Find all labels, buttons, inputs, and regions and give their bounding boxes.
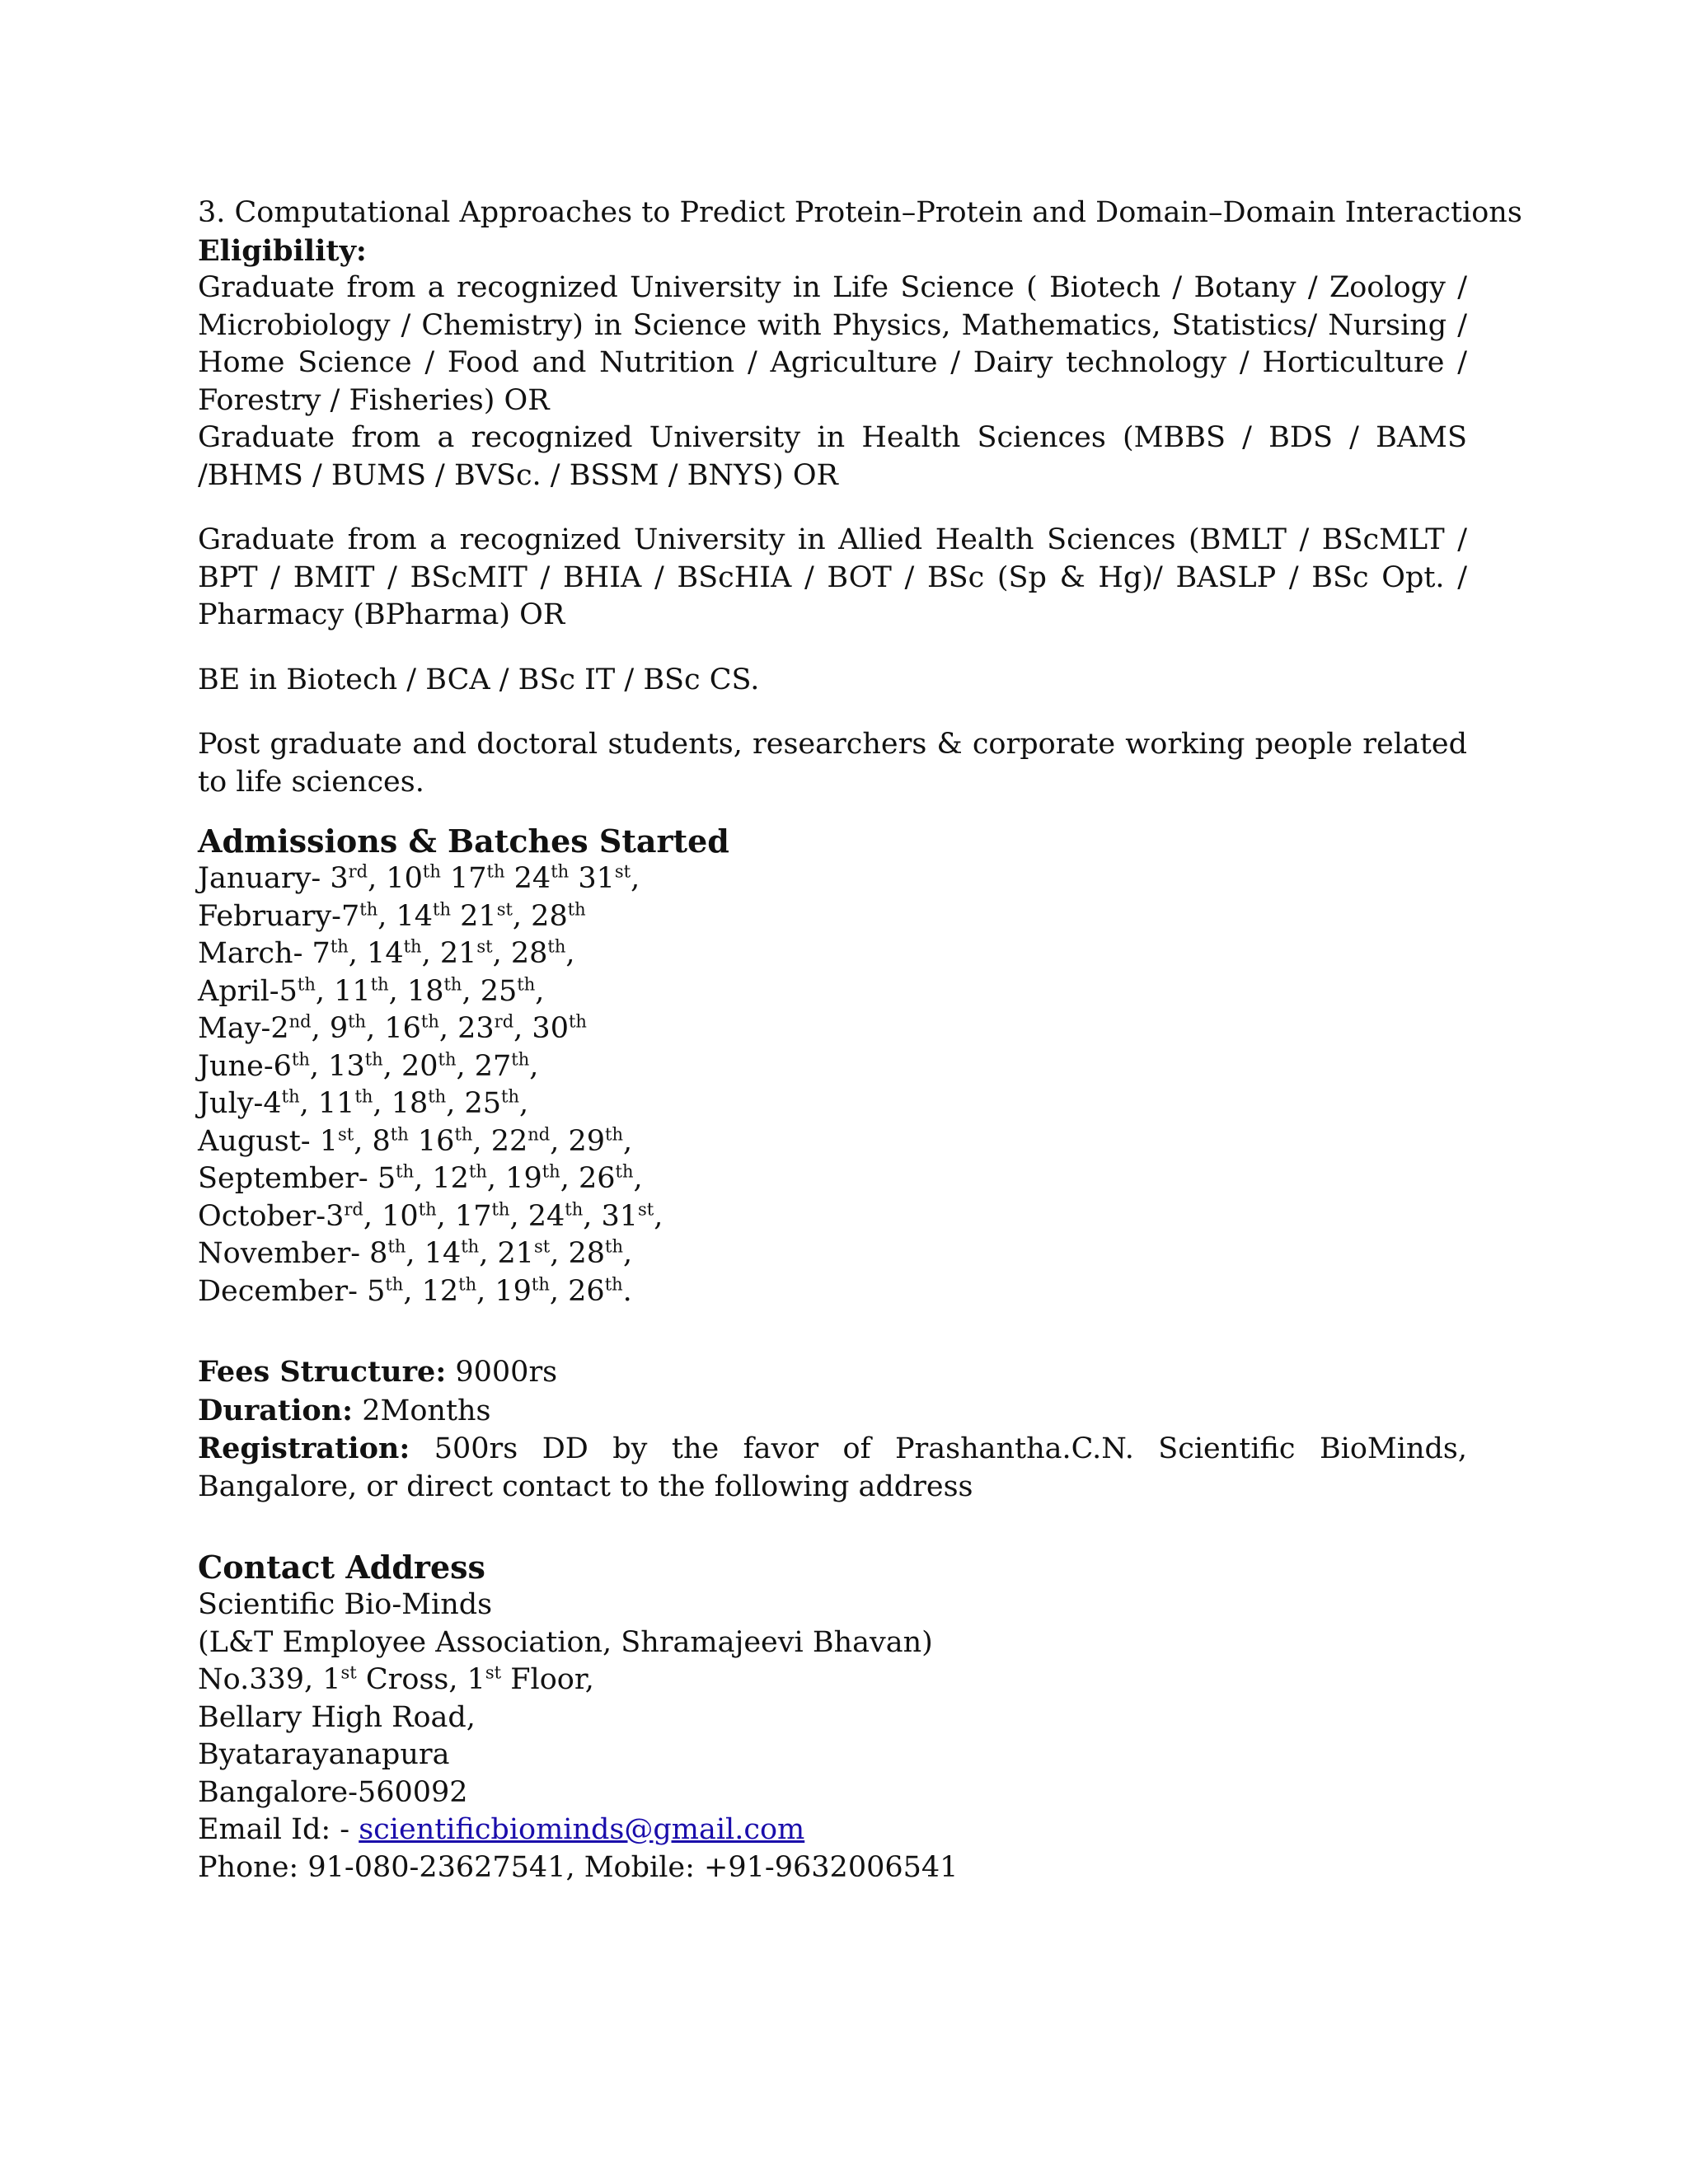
batch-dates-list	[198, 860, 1467, 1310]
date-ordinal: nd	[528, 1123, 551, 1144]
batch-month-row	[198, 973, 1467, 1011]
batch-month-row	[198, 1273, 1467, 1311]
date-separator: ,	[406, 1237, 424, 1270]
batch-date: 16	[384, 1012, 421, 1045]
contact-area: Byatarayanapura	[198, 1738, 450, 1771]
date-ordinal: th	[461, 1236, 480, 1257]
date-ordinal: rd	[348, 861, 368, 882]
date-separator: ,	[363, 1199, 382, 1233]
eligibility-health-sciences: Graduate from a recognized University in Health Sciences (MBBS / BDS / BAMS /BHMS / BUMS / BVSc. / BSSM / BNYS) OR	[198, 421, 1467, 492]
month-name: May-	[198, 1012, 271, 1045]
date-ordinal: rd	[494, 1011, 514, 1032]
batch-date: 28	[568, 1237, 606, 1270]
date-ordinal: th	[364, 1048, 383, 1069]
date-ordinal: th	[531, 1273, 550, 1294]
date-separator: ,	[311, 1012, 330, 1045]
batch-date: 29	[568, 1124, 606, 1158]
date-ordinal: st	[476, 936, 493, 957]
date-separator: ,	[486, 1162, 506, 1195]
date-separator: ,	[476, 1274, 495, 1308]
date-ordinal: th	[454, 1123, 473, 1144]
date-separator: ,	[309, 1049, 329, 1083]
date-separator	[409, 1125, 418, 1158]
date-separator: ,	[560, 1162, 579, 1195]
date-ordinal: th	[297, 973, 316, 994]
date-ordinal: th	[420, 1011, 439, 1032]
street-cross: Cross, 1	[356, 1663, 485, 1696]
duration-label: Duration:	[198, 1393, 354, 1427]
batch-date: 7	[340, 899, 360, 933]
batch-date: 3	[326, 1199, 345, 1233]
batch-date: 26	[578, 1162, 616, 1195]
date-separator	[441, 862, 450, 895]
batch-date: 16	[417, 1124, 455, 1158]
date-separator: ,	[535, 974, 545, 1008]
date-separator: ,	[456, 1049, 475, 1083]
batch-date: 5	[279, 974, 298, 1008]
contact-phone: Phone: 91-080-23627541, Mobile: +91-9632006541	[198, 1850, 959, 1884]
batch-date: 20	[401, 1049, 438, 1083]
date-separator: ,	[479, 1237, 498, 1270]
batch-month-row	[198, 935, 1467, 973]
date-ordinal: th	[396, 1161, 415, 1182]
batch-date: 28	[531, 899, 568, 933]
date-ordinal: th	[615, 1161, 634, 1182]
batch-date: 22	[490, 1124, 528, 1158]
fees-label: Fees Structure:	[198, 1355, 447, 1389]
date-separator: ,	[462, 974, 481, 1008]
batch-date: 21	[460, 899, 497, 933]
date-separator: ,	[299, 1087, 318, 1120]
eligibility-heading: Eligibility:	[198, 233, 367, 268]
date-ordinal: th	[517, 973, 536, 994]
batch-date: 5	[377, 1162, 396, 1195]
batch-month-row	[198, 1048, 1467, 1086]
date-ordinal: th	[422, 861, 441, 882]
batch-month-row	[198, 1085, 1467, 1123]
date-separator: ,	[549, 1274, 569, 1308]
date-separator	[505, 862, 514, 895]
fees-value: 9000rs	[446, 1356, 558, 1389]
date-ordinal: th	[542, 1161, 560, 1182]
month-name: September-	[198, 1162, 377, 1195]
batch-date: 23	[457, 1012, 495, 1045]
date-ordinal: th	[281, 1086, 300, 1107]
admissions-heading: Admissions & Batches Started	[198, 823, 729, 860]
month-name: January-	[198, 862, 331, 895]
contact-heading: Contact Address	[198, 1549, 485, 1586]
date-separator: ,	[438, 1012, 458, 1045]
date-ordinal: th	[468, 1161, 487, 1182]
batch-date: 18	[406, 974, 444, 1008]
date-separator: ,	[354, 1124, 373, 1158]
month-name: August-	[198, 1124, 320, 1158]
batch-date: 17	[450, 862, 487, 895]
date-ordinal: th	[605, 1123, 623, 1144]
date-ordinal: th	[547, 936, 566, 957]
date-ordinal: th	[551, 861, 570, 882]
batch-date: 5	[367, 1274, 386, 1308]
batch-date: 12	[421, 1274, 459, 1308]
batch-date: 9	[329, 1012, 349, 1045]
registration-label: Registration:	[198, 1432, 410, 1465]
batch-date: 4	[263, 1087, 282, 1120]
date-separator: ,	[583, 1199, 602, 1233]
date-separator: ,	[631, 862, 640, 895]
date-separator: ,	[509, 1199, 528, 1233]
batch-date: 18	[391, 1087, 429, 1120]
date-ordinal: th	[458, 1273, 477, 1294]
date-ordinal: st	[638, 1198, 654, 1219]
month-name: June-	[198, 1049, 274, 1083]
date-ordinal: st	[534, 1236, 551, 1257]
batch-date: 31	[601, 1199, 639, 1233]
registration-value: 500rs DD by the favor of Prashantha.C.N. Scientific BioMinds, Bangalore, or direct contact to the following address	[198, 1432, 1467, 1503]
batch-month-row	[198, 1160, 1467, 1198]
date-separator: ,	[382, 1049, 401, 1083]
batch-date: 27	[474, 1049, 512, 1083]
month-name: July-	[198, 1087, 264, 1120]
date-separator: ,	[373, 1087, 392, 1120]
date-ordinal: th	[565, 1198, 584, 1219]
batch-month-row	[198, 1235, 1467, 1273]
batch-date: 2	[270, 1012, 289, 1045]
batch-date: 17	[454, 1199, 492, 1233]
batch-date: 12	[432, 1162, 469, 1195]
batch-date: 8	[372, 1124, 391, 1158]
batch-date: 31	[578, 862, 615, 895]
floor-sup: st	[485, 1662, 502, 1683]
duration-value: 2Months	[353, 1394, 491, 1427]
email-link[interactable]: scientificbiominds@gmail.com	[359, 1813, 805, 1846]
date-separator: ,	[492, 937, 511, 970]
date-ordinal: nd	[288, 1011, 312, 1032]
date-separator: ,	[403, 1274, 422, 1308]
batch-date: 21	[497, 1237, 535, 1270]
batch-date: 10	[382, 1199, 419, 1233]
date-ordinal: th	[501, 1086, 519, 1107]
batch-date: 19	[495, 1274, 532, 1308]
date-ordinal: th	[605, 1236, 624, 1257]
month-name: October-	[198, 1199, 326, 1233]
registration	[198, 1430, 1467, 1506]
date-separator: ,	[550, 1237, 569, 1270]
batch-date: 19	[505, 1162, 542, 1195]
contact-org: Scientific Bio-Minds	[198, 1588, 493, 1621]
date-ordinal: th	[330, 936, 349, 957]
date-separator: ,	[348, 937, 368, 970]
batch-date: 24	[513, 862, 551, 895]
month-name: March-	[198, 937, 312, 970]
date-ordinal: th	[387, 1236, 406, 1257]
date-separator: ,	[513, 1012, 532, 1045]
date-ordinal: th	[428, 1086, 447, 1107]
batch-month-row	[198, 860, 1467, 898]
batch-date: 1	[319, 1124, 339, 1158]
batch-date: 14	[396, 899, 434, 933]
date-ordinal: st	[614, 861, 631, 882]
contact-email	[198, 1811, 1467, 1849]
eligibility-life-science: Graduate from a recognized University in Life Science ( Biotech / Botany / Zoology / Microbiology / Chemistry) in Science with Physics, Mathematics, Statistics/ Nursing / Home Science / Food and Nutrition / Agriculture / Dairy technology / Horticulture / Forestry / Fisheries) OR	[198, 271, 1467, 417]
batch-date: 24	[528, 1199, 565, 1233]
date-separator: ,	[550, 1124, 569, 1158]
contact-street	[198, 1661, 1467, 1699]
batch-date: 13	[328, 1049, 365, 1083]
batch-date: 14	[424, 1237, 462, 1270]
date-separator: ,	[421, 937, 440, 970]
contact-road: Bellary High Road,	[198, 1700, 476, 1734]
date-ordinal: th	[604, 1273, 623, 1294]
street-number: No.339, 1	[198, 1663, 341, 1696]
date-separator: .	[622, 1274, 632, 1308]
contact-city: Bangalore-560092	[198, 1775, 468, 1809]
date-separator: ,	[446, 1087, 465, 1120]
batch-date: 30	[532, 1012, 569, 1045]
batch-month-row	[198, 898, 1467, 936]
email-label: Email Id: -	[198, 1813, 359, 1846]
month-name: November-	[198, 1237, 370, 1270]
document-page	[198, 194, 1522, 1886]
date-separator: ,	[565, 937, 575, 970]
date-ordinal: st	[496, 898, 513, 919]
date-separator: ,	[472, 1124, 491, 1158]
fees-structure	[198, 1353, 1467, 1392]
date-ordinal: th	[359, 898, 378, 919]
duration	[198, 1392, 1467, 1431]
date-ordinal: th	[511, 1048, 530, 1069]
batch-date: 10	[386, 862, 423, 895]
date-separator: ,	[414, 1162, 433, 1195]
date-separator	[569, 862, 578, 895]
batch-date: 8	[369, 1237, 388, 1270]
date-separator: ,	[512, 899, 532, 933]
date-separator: ,	[366, 1012, 385, 1045]
date-ordinal: th	[491, 1198, 510, 1219]
date-ordinal: th	[390, 1123, 409, 1144]
month-name: December-	[198, 1274, 368, 1308]
date-separator: ,	[633, 1162, 643, 1195]
contact-association: (L&T Employee Association, Shramajeevi Bhavan)	[198, 1625, 933, 1659]
date-ordinal: th	[348, 1011, 367, 1032]
date-separator: ,	[368, 862, 387, 895]
month-name: April-	[198, 974, 279, 1008]
course-title: 3. Computational Approaches to Predict Protein–Protein and Domain–Domain Interactions	[198, 196, 1522, 229]
date-ordinal: th	[403, 936, 422, 957]
date-separator: ,	[623, 1237, 633, 1270]
batch-month-row	[198, 1198, 1467, 1236]
date-ordinal: th	[370, 973, 389, 994]
batch-month-row	[198, 1123, 1467, 1161]
date-separator: ,	[315, 974, 335, 1008]
batch-date: 6	[273, 1049, 292, 1083]
batch-date: 3	[330, 862, 349, 895]
date-ordinal: th	[568, 1011, 587, 1032]
date-separator: ,	[529, 1049, 539, 1083]
street-floor: Floor,	[501, 1663, 594, 1696]
date-ordinal: st	[338, 1123, 354, 1144]
date-separator: ,	[388, 974, 407, 1008]
date-separator	[451, 900, 460, 933]
date-ordinal: th	[385, 1273, 404, 1294]
date-ordinal: rd	[344, 1198, 363, 1219]
date-ordinal: th	[354, 1086, 373, 1107]
eligibility-allied-health: Graduate from a recognized University in Allied Health Sciences (BMLT / BScMLT / BPT / BMIT / BScMIT / BHIA / BScHIA / BOT / BSc (Sp & Hg)/ BASLP / BSc Opt. / Pharmacy (BPharma) OR	[198, 523, 1467, 631]
batch-date: 11	[334, 974, 371, 1008]
date-ordinal: th	[438, 1048, 457, 1069]
date-separator: ,	[654, 1199, 663, 1233]
street-sup: st	[340, 1662, 357, 1683]
eligibility-engineering: BE in Biotech / BCA / BSc IT / BSc CS.	[198, 663, 760, 696]
date-ordinal: th	[486, 861, 505, 882]
batch-date: 21	[439, 937, 477, 970]
batch-date: 28	[510, 937, 548, 970]
batch-month-row	[198, 1010, 1467, 1048]
date-ordinal: th	[567, 898, 586, 919]
batch-date: 26	[568, 1274, 605, 1308]
date-ordinal: th	[443, 973, 462, 994]
month-name: February-	[198, 899, 341, 933]
date-ordinal: th	[291, 1048, 310, 1069]
date-separator: ,	[518, 1087, 529, 1120]
batch-date: 25	[480, 974, 518, 1008]
batch-date: 11	[317, 1087, 355, 1120]
date-ordinal: th	[433, 898, 451, 919]
date-separator: ,	[436, 1199, 455, 1233]
date-ordinal: th	[418, 1198, 437, 1219]
batch-date: 25	[464, 1087, 501, 1120]
batch-date: 14	[367, 937, 404, 970]
date-separator: ,	[622, 1124, 633, 1158]
date-separator: ,	[377, 899, 396, 933]
eligibility-post-graduate: Post graduate and doctoral students, researchers & corporate working people related to life sciences.	[198, 728, 1467, 799]
batch-date: 7	[312, 937, 331, 970]
